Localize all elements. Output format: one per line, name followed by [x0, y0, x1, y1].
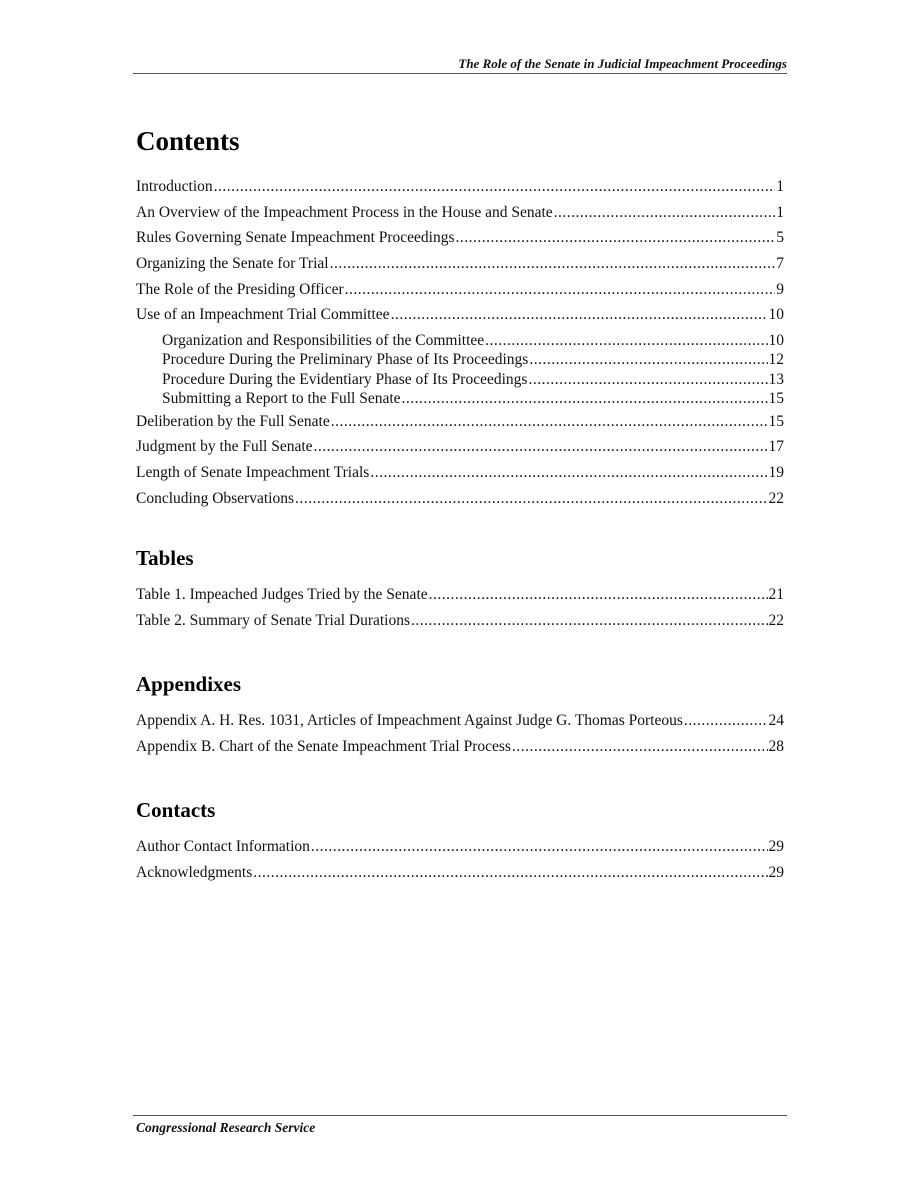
toc-entry-label: Organizing the Senate for Trial: [136, 255, 329, 273]
dot-leader: [684, 712, 768, 730]
toc-entry[interactable]: [136, 332, 784, 350]
toc-entry-label: Rules Governing Senate Impeachment Proceedings: [136, 229, 455, 247]
toc-entry[interactable]: [136, 178, 784, 196]
tables-heading: Tables: [136, 546, 194, 570]
running-footer: Congressional Research Service: [136, 1120, 316, 1135]
dot-leader: [529, 351, 767, 369]
toc-entry[interactable]: [136, 738, 784, 756]
header-rule: [133, 73, 787, 74]
contents-heading: Contents: [136, 126, 240, 156]
toc-entry-page-number: 9: [776, 280, 784, 298]
toc-entry[interactable]: [136, 612, 784, 630]
toc-entry[interactable]: [136, 490, 784, 508]
toc-entry-label: Appendix B. Chart of the Senate Impeachment Trial Process: [136, 737, 511, 755]
toc-entry-page-number: 10: [768, 306, 784, 324]
toc-entry-page-number: 10: [768, 332, 784, 350]
tables-list: [136, 586, 784, 637]
contacts-list: [136, 838, 784, 889]
dot-leader: [370, 464, 767, 482]
toc-entry[interactable]: [136, 371, 784, 389]
toc-entry-page-number: 1: [776, 203, 784, 221]
toc-entry[interactable]: [136, 229, 784, 247]
toc-entry[interactable]: [136, 712, 784, 730]
toc-entry-label: Procedure During the Evidentiary Phase of Its Proceedings: [162, 370, 528, 388]
toc-entry-label: Use of an Impeachment Trial Committee: [136, 306, 390, 324]
dot-leader: [214, 178, 776, 196]
dot-leader: [512, 738, 768, 756]
toc-entry-label: Procedure During the Preliminary Phase of Its Proceedings: [162, 351, 529, 369]
toc-entry-label: Deliberation by the Full Senate: [136, 412, 330, 430]
toc-entry[interactable]: [136, 838, 784, 856]
toc-entry[interactable]: [136, 281, 784, 299]
dot-leader: [528, 371, 767, 389]
toc-entry-page-number: 29: [768, 863, 784, 881]
dot-leader: [345, 281, 776, 299]
toc-entry-label: An Overview of the Impeachment Process in the House and Senate: [136, 203, 553, 221]
toc-entry-label: The Role of the Presiding Officer: [136, 280, 344, 298]
toc-entry-page-number: 19: [768, 464, 784, 482]
toc-entry-label: Table 1. Impeached Judges Tried by the Senate: [136, 586, 428, 603]
toc-entry-label: Table 2. Summary of Senate Trial Durations: [136, 611, 411, 629]
toc-entry[interactable]: [136, 255, 784, 273]
toc-entry-label: Submitting a Report to the Full Senate: [162, 390, 401, 408]
dot-leader: [311, 838, 768, 856]
toc-entry-label: Organization and Responsibilities of the Committee: [162, 332, 485, 350]
toc-entry-page-number: 28: [768, 737, 784, 755]
toc-entry[interactable]: [136, 306, 784, 324]
appendixes-list: [136, 712, 784, 763]
dot-leader: [411, 612, 767, 630]
dot-leader: [485, 332, 767, 350]
toc-entry-page-number: 13: [768, 370, 784, 388]
toc-entry-page-number: 29: [768, 838, 784, 855]
toc-entry[interactable]: [136, 351, 784, 369]
toc-entry-label: Introduction: [136, 178, 213, 195]
toc-entry-label: Length of Senate Impeachment Trials: [136, 464, 370, 482]
dot-leader: [314, 438, 768, 456]
toc-entry[interactable]: [136, 438, 784, 456]
toc-entry[interactable]: [136, 464, 784, 482]
toc-entry-label: Judgment by the Full Senate: [136, 438, 313, 456]
toc-entry[interactable]: [136, 204, 784, 222]
dot-leader: [330, 255, 776, 273]
contents-list: [136, 178, 784, 515]
dot-leader: [402, 390, 768, 408]
toc-entry-page-number: 7: [776, 255, 784, 273]
dot-leader: [295, 490, 768, 508]
toc-entry-page-number: 12: [768, 351, 784, 369]
toc-entry-label: Author Contact Information: [136, 838, 310, 855]
toc-entry[interactable]: [136, 864, 784, 882]
dot-leader: [554, 204, 776, 222]
toc-entry[interactable]: [136, 413, 784, 431]
toc-entry[interactable]: [136, 586, 784, 604]
dot-leader: [331, 413, 768, 431]
footer-rule: [133, 1115, 787, 1116]
toc-entry-page-number: 22: [768, 489, 784, 507]
toc-entry[interactable]: [136, 390, 784, 408]
contacts-heading: Contacts: [136, 798, 216, 822]
dot-leader: [253, 864, 767, 882]
toc-entry-page-number: 21: [768, 586, 784, 603]
appendixes-heading: Appendixes: [136, 672, 242, 696]
toc-entry-page-number: 22: [768, 611, 784, 629]
dot-leader: [391, 306, 768, 324]
toc-entry-page-number: 24: [768, 712, 784, 729]
toc-entry-page-number: 5: [776, 229, 784, 247]
toc-entry-page-number: 15: [768, 390, 784, 408]
toc-entry-page-number: 1: [776, 178, 784, 195]
toc-entry-label: Concluding Observations: [136, 489, 294, 507]
toc-entry-label: Appendix A. H. Res. 1031, Articles of Impeachment Against Judge G. Thomas Porteous: [136, 712, 683, 729]
toc-entry-page-number: 15: [768, 412, 784, 430]
toc-entry-page-number: 17: [768, 438, 784, 456]
dot-leader: [429, 586, 768, 604]
toc-entry-label: Acknowledgments: [136, 863, 253, 881]
dot-leader: [456, 229, 776, 247]
running-header: The Role of the Senate in Judicial Impeachment Proceedings: [458, 56, 787, 71]
